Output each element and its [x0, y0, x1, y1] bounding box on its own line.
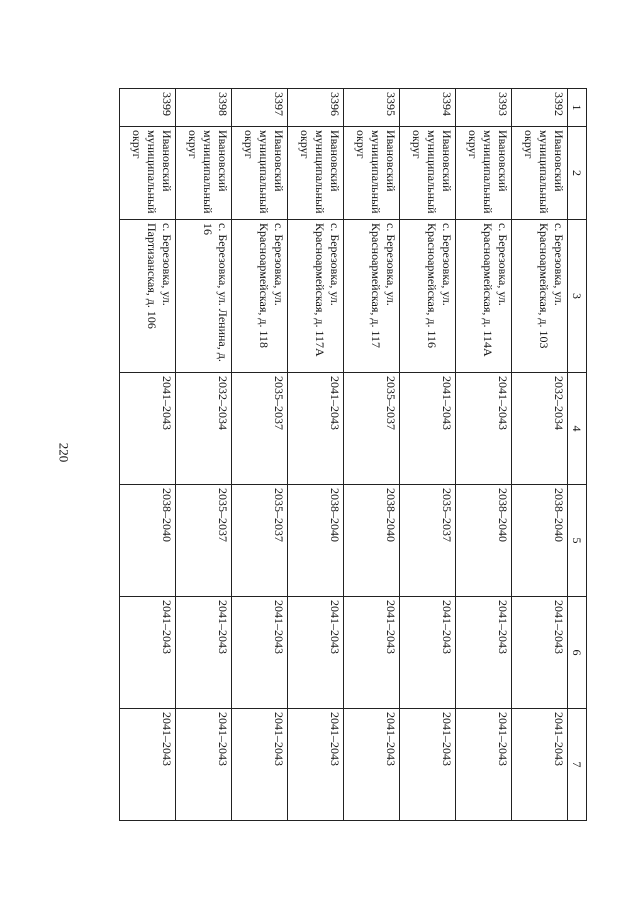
period-cell: 2041–2043	[344, 709, 400, 821]
period-cell: 2035–2037	[232, 373, 288, 485]
period-cell: 2041–2043	[456, 597, 512, 709]
address-cell: с. Березовка, ул. Ленина, д. 16	[176, 220, 232, 373]
table-row	[344, 89, 400, 821]
table-row	[176, 89, 232, 821]
address-cell: с. Березовка, ул. Красноармейская, д. 103	[512, 220, 568, 373]
column-header: 2	[568, 127, 587, 220]
column-header: 3	[568, 220, 587, 373]
row-number: 3397	[232, 89, 288, 127]
period-cell: 2041–2043	[232, 597, 288, 709]
row-number: 3394	[400, 89, 456, 127]
address-cell: с. Березовка, ул. Красноармейская, д. 117	[344, 220, 400, 373]
rotated-table-container	[119, 88, 587, 820]
period-cell: 2041–2043	[176, 709, 232, 821]
period-cell: 2041–2043	[400, 709, 456, 821]
period-cell: 2041–2043	[120, 709, 176, 821]
period-cell: 2041–2043	[288, 597, 344, 709]
period-cell: 2041–2043	[176, 597, 232, 709]
row-number: 3392	[512, 89, 568, 127]
address-cell: с. Березовка, ул. Красноармейская, д. 118	[232, 220, 288, 373]
period-cell: 2041–2043	[120, 373, 176, 485]
table-row	[288, 89, 344, 821]
address-cell: с. Березовка, ул. Красноармейская, д. 114А	[456, 220, 512, 373]
row-number: 3393	[456, 89, 512, 127]
period-cell: 2041–2043	[344, 597, 400, 709]
table-row	[512, 89, 568, 821]
district-cell: Ивановский муниципальный округ	[288, 127, 344, 220]
column-header: 6	[568, 597, 587, 709]
period-cell: 2038–2040	[512, 485, 568, 597]
period-cell: 2041–2043	[512, 597, 568, 709]
period-cell: 2041–2043	[400, 597, 456, 709]
table-row	[456, 89, 512, 821]
column-header: 4	[568, 373, 587, 485]
period-cell: 2038–2040	[288, 485, 344, 597]
period-cell: 2041–2043	[400, 373, 456, 485]
period-cell: 2041–2043	[456, 709, 512, 821]
period-cell: 2041–2043	[288, 373, 344, 485]
district-cell: Ивановский муниципальный округ	[232, 127, 288, 220]
period-cell: 2035–2037	[400, 485, 456, 597]
period-cell: 2035–2037	[344, 373, 400, 485]
address-cell: с. Березовка, ул. Партизанская, д. 106	[120, 220, 176, 373]
period-cell: 2041–2043	[288, 709, 344, 821]
address-cell: с. Березовка, ул. Красноармейская, д. 116	[400, 220, 456, 373]
period-cell: 2038–2040	[456, 485, 512, 597]
table-row	[120, 89, 176, 821]
row-number: 3396	[288, 89, 344, 127]
district-cell: Ивановский муниципальный округ	[512, 127, 568, 220]
district-cell: Ивановский муниципальный округ	[120, 127, 176, 220]
period-cell: 2038–2040	[344, 485, 400, 597]
district-cell: Ивановский муниципальный округ	[176, 127, 232, 220]
period-cell: 2038–2040	[120, 485, 176, 597]
address-cell: с. Березовка, ул. Красноармейская, д. 117А	[288, 220, 344, 373]
period-cell: 2035–2037	[232, 485, 288, 597]
district-cell: Ивановский муниципальный округ	[400, 127, 456, 220]
row-number: 3395	[344, 89, 400, 127]
column-number-row	[568, 89, 587, 821]
row-number: 3398	[176, 89, 232, 127]
row-number: 3399	[120, 89, 176, 127]
period-cell: 2041–2043	[232, 709, 288, 821]
period-cell: 2032–2034	[176, 373, 232, 485]
column-header: 7	[568, 709, 587, 821]
table-row	[232, 89, 288, 821]
period-cell: 2035–2037	[176, 485, 232, 597]
column-header: 5	[568, 485, 587, 597]
column-header: 1	[568, 89, 587, 127]
page-number: 220	[56, 442, 72, 463]
data-table	[119, 88, 587, 821]
district-cell: Ивановский муниципальный округ	[344, 127, 400, 220]
district-cell: Ивановский муниципальный округ	[456, 127, 512, 220]
period-cell: 2032–2034	[512, 373, 568, 485]
period-cell: 2041–2043	[120, 597, 176, 709]
period-cell: 2041–2043	[456, 373, 512, 485]
table-row	[400, 89, 456, 821]
period-cell: 2041–2043	[512, 709, 568, 821]
